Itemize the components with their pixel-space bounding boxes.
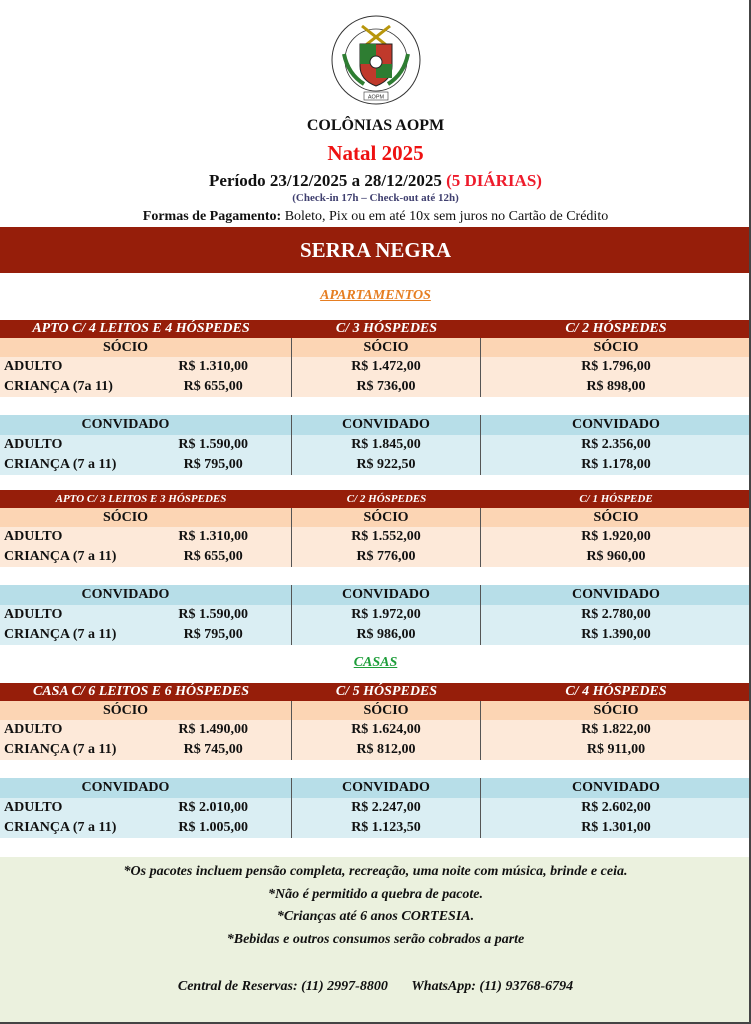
price-table-casa-6 — [0, 683, 751, 838]
group-header: SÓCIO — [0, 701, 292, 720]
table-row — [0, 720, 751, 740]
row-label: ADULTO — [4, 437, 63, 452]
event-title: Natal 2025 — [327, 141, 424, 165]
socio-header-row — [0, 338, 751, 357]
convidado-header-row — [0, 778, 751, 798]
table-row — [0, 455, 751, 475]
title-cell: C/ 3 HÓSPEDES — [335, 321, 438, 336]
group-header: CONVIDADO — [292, 585, 481, 605]
group-header: CONVIDADO — [572, 780, 660, 795]
note: *Não é permitido a quebra de pacote. — [267, 886, 484, 902]
convidado-header-row — [0, 585, 751, 605]
group-header: SÓCIO — [292, 338, 481, 357]
table-title-row — [0, 320, 751, 338]
price-value: R$ 1.796,00 — [581, 359, 651, 374]
row-label: CRIANÇA (7 a 11) — [4, 549, 117, 564]
price-value: R$ 736,00 — [292, 377, 481, 397]
group-header: CONVIDADO — [292, 778, 481, 798]
group-header: CONVIDADO — [292, 415, 481, 435]
payment-line — [0, 209, 751, 225]
title-cell: C/ 2 HÓSPEDES — [565, 321, 667, 336]
price-value: R$ 1.920,00 — [581, 529, 651, 544]
group-header: SÓCIO — [292, 508, 481, 527]
group-header: CONVIDADO — [572, 587, 660, 602]
price-value: R$ 655,00 — [183, 549, 243, 564]
section-apartamentos: APARTAMENTOS — [320, 288, 431, 303]
aopm-logo — [330, 14, 422, 106]
note: *Crianças até 6 anos CORTESIA. — [276, 909, 475, 924]
price-value: R$ 1.822,00 — [581, 722, 651, 737]
title-cell: APTO C/ 3 LEITOS E 3 HÓSPEDES — [55, 493, 227, 505]
group-header: CONVIDADO — [572, 417, 660, 432]
whatsapp-phone: WhatsApp: (11) 93768-6794 — [411, 979, 574, 994]
title-cell: CASA C/ 6 LEITOS E 6 HÓSPEDES — [32, 684, 250, 699]
price-value: R$ 1.490,00 — [178, 722, 248, 737]
price-value: R$ 2.356,00 — [581, 437, 651, 452]
checkin-info: (Check-in 17h – Check-out até 12h) — [292, 192, 459, 204]
price-value: R$ 1.123,50 — [292, 818, 481, 838]
row-label: ADULTO — [4, 359, 63, 374]
table-row — [0, 818, 751, 838]
price-value: R$ 1.845,00 — [292, 435, 481, 455]
table-row — [0, 547, 751, 567]
price-value: R$ 745,00 — [183, 742, 243, 757]
row-label: ADULTO — [4, 800, 63, 815]
group-header: CONVIDADO — [0, 415, 292, 435]
price-value: R$ 812,00 — [292, 740, 481, 760]
group-header: SÓCIO — [292, 701, 481, 720]
price-value: R$ 795,00 — [183, 457, 243, 472]
table-row — [0, 527, 751, 547]
price-value: R$ 898,00 — [586, 379, 646, 394]
price-value: R$ 1.590,00 — [178, 607, 248, 622]
price-value: R$ 795,00 — [183, 627, 243, 642]
socio-header-row — [0, 508, 751, 527]
footer-notes — [0, 857, 751, 1024]
table-row — [0, 435, 751, 455]
table-row — [0, 740, 751, 760]
price-value: R$ 1.005,00 — [178, 820, 248, 835]
row-label: CRIANÇA (7 a 11) — [4, 627, 117, 642]
price-value: R$ 655,00 — [183, 379, 243, 394]
svg-text:AOPM: AOPM — [367, 94, 385, 101]
price-value: R$ 2.780,00 — [581, 607, 651, 622]
table-row — [0, 377, 751, 397]
convidado-header-row — [0, 415, 751, 435]
table-title-row — [0, 490, 751, 508]
title-cell: C/ 1 HÓSPEDE — [579, 493, 653, 505]
price-value: R$ 986,00 — [292, 625, 481, 645]
title-cell: C/ 2 HÓSPEDES — [346, 493, 427, 505]
price-value: R$ 960,00 — [586, 549, 646, 564]
price-value: R$ 1.178,00 — [581, 457, 651, 472]
price-value: R$ 1.310,00 — [178, 529, 248, 544]
price-value: R$ 776,00 — [292, 547, 481, 567]
reservas-phone: Central de Reservas: (11) 2997-8800 — [177, 979, 388, 994]
row-label: ADULTO — [4, 529, 63, 544]
price-value: R$ 1.972,00 — [292, 605, 481, 625]
price-table-apto-3 — [0, 490, 751, 645]
group-header: SÓCIO — [593, 703, 639, 718]
price-value: R$ 2.247,00 — [292, 798, 481, 818]
note: *Bebidas e outros consumos serão cobrados a parte — [226, 931, 525, 947]
price-value: R$ 922,50 — [292, 455, 481, 475]
contact-line — [0, 979, 751, 995]
table-row — [0, 798, 751, 818]
title-cell: C/ 5 HÓSPEDES — [335, 684, 438, 699]
row-label: ADULTO — [4, 722, 63, 737]
group-header: SÓCIO — [593, 510, 639, 525]
location-banner: SERRA NEGRA — [0, 227, 751, 273]
socio-header-row — [0, 701, 751, 720]
table-row — [0, 357, 751, 377]
period-text: Período 23/12/2025 a 28/12/2025 — [209, 171, 442, 190]
table-row — [0, 625, 751, 645]
price-value: R$ 2.010,00 — [178, 800, 248, 815]
row-label: ADULTO — [4, 607, 63, 622]
title-cell: APTO C/ 4 LEITOS E 4 HÓSPEDES — [32, 321, 250, 336]
row-label: CRIANÇA (7 a 11) — [4, 457, 117, 472]
section-casas: CASAS — [353, 655, 398, 670]
group-header: SÓCIO — [593, 340, 639, 355]
row-label: CRIANÇA (7 a 11) — [4, 742, 117, 757]
group-header: SÓCIO — [0, 338, 292, 357]
group-header: CONVIDADO — [0, 778, 292, 798]
row-label: CRIANÇA (7a 11) — [4, 379, 113, 394]
price-value: R$ 911,00 — [586, 742, 646, 757]
price-table-apto-4 — [0, 320, 751, 475]
title-cell: C/ 4 HÓSPEDES — [565, 684, 667, 699]
price-value: R$ 1.472,00 — [292, 357, 481, 377]
row-label: CRIANÇA (7 a 11) — [4, 820, 117, 835]
price-value: R$ 1.552,00 — [292, 527, 481, 547]
price-value: R$ 2.602,00 — [581, 800, 651, 815]
diarias-text: (5 DIÁRIAS) — [446, 171, 542, 190]
group-header: SÓCIO — [0, 508, 292, 527]
price-value: R$ 1.390,00 — [581, 627, 651, 642]
price-value: R$ 1.310,00 — [178, 359, 248, 374]
note: *Os pacotes incluem pensão completa, recreação, uma noite com música, brinde e ceia. — [123, 864, 628, 879]
period-line — [0, 171, 751, 191]
price-value: R$ 1.301,00 — [581, 820, 651, 835]
group-header: CONVIDADO — [0, 585, 292, 605]
table-title-row — [0, 683, 751, 701]
price-value: R$ 1.624,00 — [292, 720, 481, 740]
payment-label: Formas de Pagamento: — [142, 209, 282, 224]
payment-text: Boleto, Pix ou em até 10x sem juros no Cartão de Crédito — [284, 209, 609, 224]
org-title: COLÔNIAS AOPM — [306, 117, 445, 134]
price-value: R$ 1.590,00 — [178, 437, 248, 452]
table-row — [0, 605, 751, 625]
